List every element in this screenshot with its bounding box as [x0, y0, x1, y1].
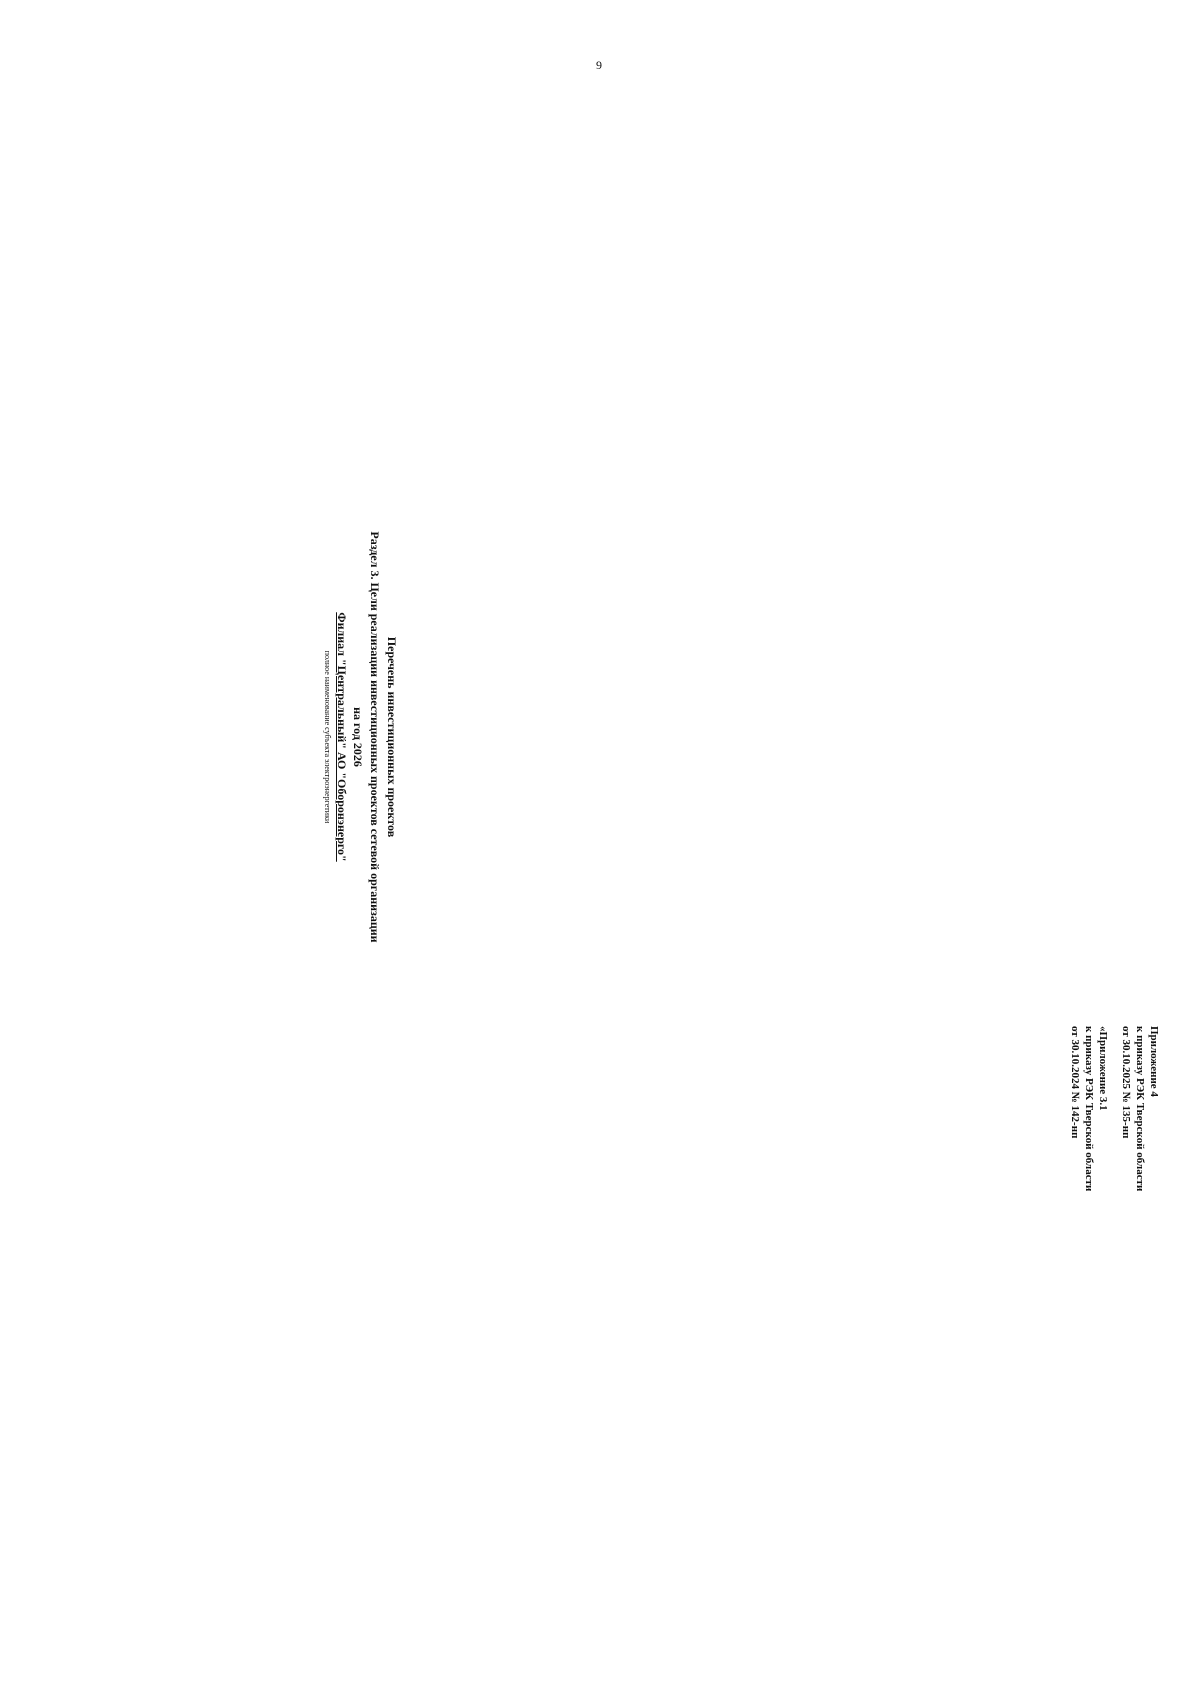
- attachment-line: «Приложение 3.1: [1096, 1026, 1109, 1111]
- attachment-line: к приказу РЭК Тверской области: [1083, 1026, 1095, 1192]
- attachment-line: от 30.10.2025 № 135-нп: [1120, 1026, 1133, 1139]
- page-number: 9: [596, 58, 602, 72]
- document-titles: [322, 92, 400, 1382]
- attachment-line: Приложение 4: [1148, 1026, 1160, 1097]
- attachment-line: к приказу РЭК Тверской области: [1134, 1026, 1147, 1192]
- title-line: Перечень инвестиционных проектов: [385, 636, 399, 838]
- rotated-page: [75, 92, 1160, 1382]
- organization-caption: полное наименование субъекта электроэнергетики: [322, 650, 332, 824]
- attachment-note: [1058, 1026, 1161, 1356]
- title-line: на год 2026: [351, 707, 366, 767]
- attachment-line: от 30.10.2024 № 142-нп: [1069, 1026, 1082, 1139]
- title-line: Раздел 3. Цели реализации инвестиционных проектов сетевой организации: [368, 531, 383, 943]
- organization-name: Филиал "Центральный" АО "Оборонэнерго": [334, 612, 349, 862]
